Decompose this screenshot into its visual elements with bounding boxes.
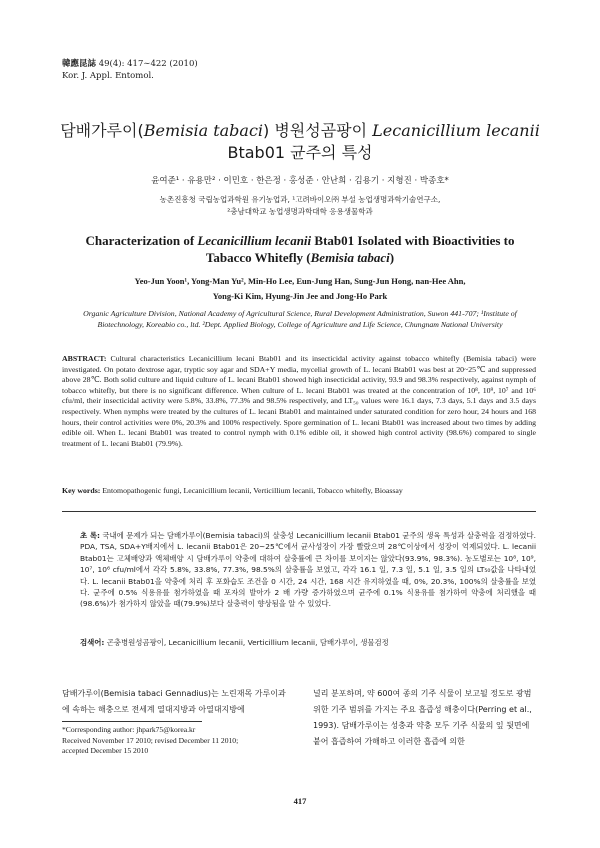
- journal-name-en: Kor. J. Appl. Entomol.: [62, 71, 154, 81]
- footnote: [62, 725, 302, 757]
- keywords-korean: [80, 637, 536, 648]
- keywords-ko-label: 검색어:: [80, 638, 105, 647]
- abstract-ko-text: 국내에 문제가 되는 담배가루이(Bemisia tabaci)의 살충성 Lecanicillium lecanii Btab01 균주의 생육 특성과 살충력을 검정하였다. PDA, TSA, SDA+Y배지에서 L. lecanii Btab01은 20~25℃에서 균사성장이 가장 빨랐으며 28℃이상에서 성장이 억제되었다. L. lecanii Btab01는 고체배양과 액체배양 시 담배가루이 약충에 대하여 살충률에 큰 차이를 보이지는 않았다(93.9%, 98.3%). 농도별로는 10⁸, 10⁹, 10⁷, 10⁶ cfu/ml에서 각각 5.8%, 33.8%, 77.3%, 98.5%의 살충률을 보였고, 각각 16.1 일, 7.3 일, 5.1 일, 3.5 일의 LT₅₀값을 나타내었다. L. lecanii Btab01을 약충에 처리 후 포화습도 조건을 0 시간, 24 시간, 168 시간 유지하였을 때, 0%, 20.3%, 100%의 살충률을 보였다. 균주에 0.5% 식용유를 첨가하였을 때 포자의 발아가 2 배 가량 증가하였으며 균주에 0.1% 식용유를 첨가하여 약충에 처리했을 때(98.6%)가 첨가하지 않았을 때(79.9%)보다 살충력이 향상됨을 알 수 있었다.: [80, 531, 536, 609]
- title-english: Characterization of Lecanicillium lecanii Btab01 Isolated with Bioactivities to Tabacco Whitefly (Bemisia tabaci): [85, 233, 515, 265]
- footnote-divider: [62, 721, 202, 722]
- journal-header: [62, 58, 198, 82]
- section-divider: [62, 511, 536, 512]
- abstract-korean: [80, 530, 536, 610]
- journal-volume: 49(4): 417∼422 (2010): [98, 59, 198, 69]
- abstract-english: [62, 354, 536, 449]
- affiliation-korean: 농촌진흥청 국립농업과학원 유기농업과, ¹고려바이오㈜ 부설 농업생명과학기술연구소, ²충남대학교 농업생명과학대학 응용생물학과: [159, 195, 441, 216]
- body-column-right: 널리 분포하며, 약 600여 종의 기주 식물이 보고될 정도로 광범위한 기주 범위를 가지는 주요 흡즙성 해충이다(Perring et al., 1993). 담배가루이는 성충과 약충 모두 기주 식물의 잎 뒷면에 붙어 흡즙하여 가해하고 이러한 흡즙에 의한: [313, 689, 532, 746]
- title-fungus: Lecanicillium lecanii: [372, 121, 540, 140]
- body-column-left: 담배가루이(Bemisia tabaci Gennadius)는 노린재목 가루이과에 속하는 해충으로 전세계 열대지방과 아열대지방에: [62, 689, 286, 714]
- keywords-label: Key words:: [62, 486, 101, 495]
- title-korean: 담배가루이(Bemisia tabaci) 병원성곰팡이 Lecanicillium lecanii Btab01 균주의 특성: [60, 121, 540, 162]
- affiliation-english: Organic Agriculture Division, National Academy of Agricultural Science, Rural Development Administration, Suwon 441-707; ¹Institute of Biotechnology, Koreabio co., ltd. ²Dept. Applied Biology, College of Agriculture and Life Science, Chungnam National University: [83, 309, 517, 329]
- page-number: 417: [293, 796, 307, 806]
- journal-name-ko: 韓應昆誌: [62, 59, 97, 69]
- keywords-ko-text: 곤충병원성곰팡이, Lecanicillium lecanii, Verticillium lecanii, 담배가루이, 생물검정: [106, 638, 389, 647]
- abstract-text: Cultural characteristics Lecanicillium lecani Btab01 and its insecticidal activity against tobacco whitefly (Bemisia tabaci) were investigated. On potato dextrose agar, tryptic soy agar and SDA+Y media, mycelial growth of L. lecani Btab01 was best at 20~25℃ and suppressed above 28℃. Both solid culture and liquid culture of L. lecani Btab01 showed high insecticidal activity, 93.9 and 98.3% respectively, against nymph of tobacco whitefly, but there is no significant difference. When culture of L. lecani Btab01 was treated at the concentration of 10⁸, 10⁹, 10⁷ and 10⁶ cfu/ml, their insecticidal activity were 5.8%, 33.8%, 77.3% and 98.5% respectively, and LT₅₀ values were 16.1 days, 7.3 days, 5.1 days and 3.5 days respectively. When nymphs were treated by the cultures of L. lecani Btab01 and maintained under saturated condition for zero hour, 24 hours and 168 hours, their control activities were 0%, 20.3% and 100% respectively. Spore germination of L. lecani Btab01 was increased about two times by adding edible oil. When L. lecani Btab01 was treated to control nymph with 0.1% edible oil, it showed high control activity (98.6%) compared to single treatment of L. lecani Btab01 (79.9%).: [62, 354, 536, 448]
- title-species: Bemisia tabaci: [143, 121, 264, 140]
- authors-english: Yeo-Jun Yoon¹, Yong-Man Yu², Min-Ho Lee, Eun-Jung Han, Sung-Jun Hong, nan-Hee Ahn, Yong-Ki Kim, Hyung-Jin Jee and Jong-Ho Park: [134, 276, 466, 301]
- received-date: Received November 17 2010; revised December 11 2010;: [62, 735, 239, 745]
- abstract-label: ABSTRACT:: [62, 354, 107, 363]
- keywords-text: Entomopathogenic fungi, Lecanicillium lecanii, Verticillium lecanii, Tobacco whitefly, Bioassay: [102, 486, 403, 495]
- corresponding-author: *Corresponding author: jhpark75@korea.kr: [62, 725, 196, 734]
- keywords-english: [62, 486, 536, 495]
- accepted-date: accepted December 15 2010: [62, 746, 149, 755]
- authors-korean: 윤여준¹ · 유용만² · 이민호 · 한은정 · 홍성준 · 안난희 · 김용기 · 지형진 · 박종호*: [151, 176, 449, 186]
- abstract-ko-label: 초 록:: [80, 531, 100, 540]
